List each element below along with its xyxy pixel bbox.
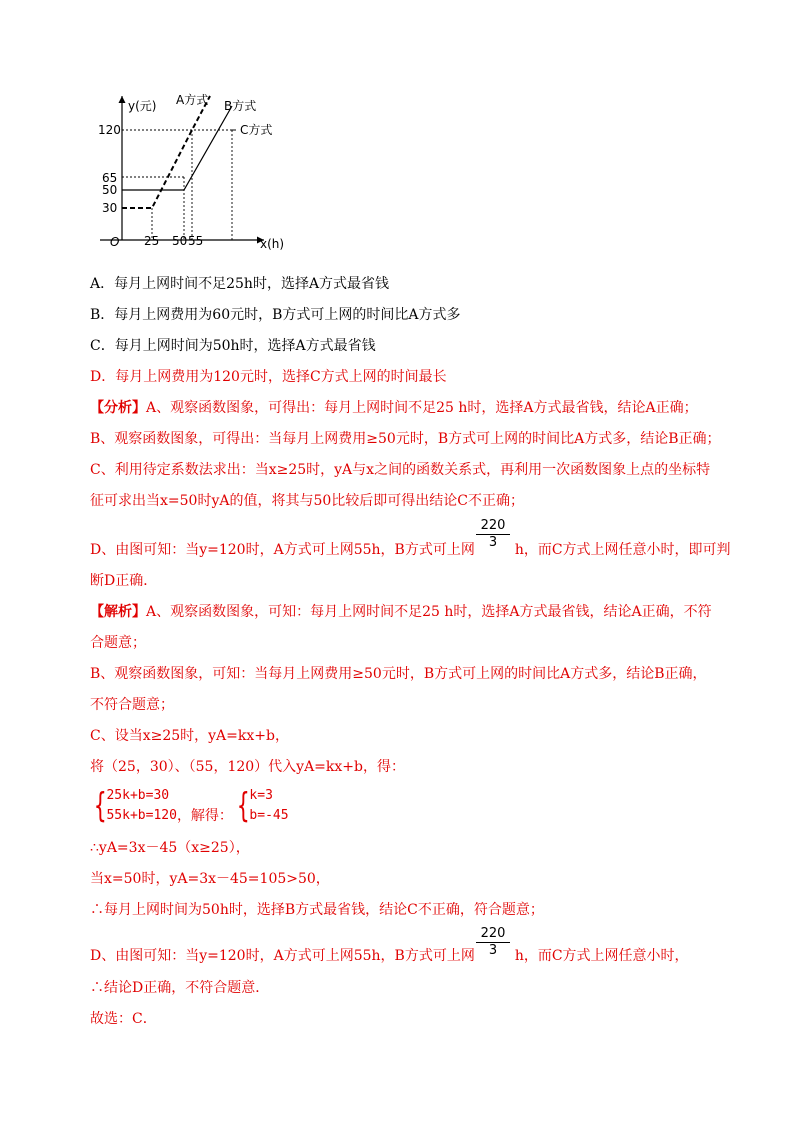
- analysis-line-6: 断D正确．: [90, 573, 158, 589]
- y-tick-120: 120: [98, 123, 121, 137]
- option-a: A．每月上网时间不足25h时，选择A方式最省钱: [90, 276, 390, 292]
- analysis-line-5: [90, 540, 731, 560]
- solution-text-1: A、观察函数图象，可知：每月上网时间不足25 h时，选择A方式最省钱，结论A正确，不符: [146, 604, 712, 620]
- solution-line-12: 故选：C．: [90, 1011, 157, 1027]
- solution-line-1: [90, 602, 712, 622]
- solution-tag: 【解析】: [90, 604, 146, 620]
- analysis-text-5b: h，而C方式上网任意小时，即可判: [514, 542, 731, 558]
- fraction-2-den: 3: [488, 943, 498, 958]
- solution-text-10b: h，而C方式上网任意小时，: [514, 948, 689, 964]
- y-axis-label: y(元): [128, 99, 157, 113]
- fraction-1-den: 3: [488, 535, 498, 550]
- y-tick-50: 50: [102, 183, 118, 197]
- line-c-label: C方式: [240, 123, 273, 137]
- solution-line-2: 合题意；: [90, 635, 146, 651]
- fraction-2: [476, 926, 510, 959]
- x-axis-label: x(h): [260, 237, 285, 251]
- solution-line-11: ∴结论D正确，不符合题意．: [90, 980, 270, 996]
- fraction-2-num: 220: [476, 926, 510, 943]
- option-c: C．每月上网时间为50h时，选择A方式最省钱: [90, 338, 376, 354]
- guide-lines: [122, 130, 232, 240]
- solution-line-5: C、设当x≥25时，yA=kx+b，: [90, 728, 289, 744]
- analysis-text-1: A、观察函数图象，可得出：每月上网时间不足25 h时，选择A方式最省钱，结论A正确；: [146, 400, 698, 416]
- analysis-line-2: B、观察函数图象，可得出：当每月上网费用≥50元时，B方式可上网的时间比A方式多，结论B正确；: [90, 431, 721, 447]
- analysis-text-5a: D、由图可知：当y=120时，A方式可上网55h，B方式可上网: [90, 542, 475, 558]
- line-b-label: B方式: [224, 99, 257, 113]
- line-a-label: A方式: [176, 93, 209, 107]
- sys2-row1: k=3: [249, 788, 273, 803]
- fraction-1-num: 220: [476, 518, 510, 535]
- solution-line-9: ∴每月上网时间为50h时，选择B方式最省钱，结论C不正确，符合题意；: [90, 902, 544, 918]
- solve-word: ，解得：: [176, 808, 233, 824]
- analysis-tag: 【分析】: [90, 400, 146, 416]
- option-d: D．每月上网费用为120元时，选择C方式上网的时间最长: [90, 369, 447, 385]
- solution-line-3: B、观察函数图象，可知：当每月上网费用≥50元时，B方式可上网的时间比A方式多，结论B正确，: [90, 666, 707, 682]
- solution-text-10a: D、由图可知：当y=120时，A方式可上网55h，B方式可上网: [90, 948, 475, 964]
- option-b: B．每月上网费用为60元时，B方式可上网的时间比A方式多: [90, 307, 461, 323]
- x-tick-25: 25: [144, 234, 160, 248]
- sys1-row1: 25k+b=30: [106, 788, 170, 803]
- function-graph: [80, 88, 310, 258]
- brace-2: {: [237, 786, 250, 826]
- sys2-row2: b=-45: [249, 808, 289, 823]
- analysis-line-1: [90, 398, 698, 418]
- solution-line-4: 不符合题意；: [90, 697, 174, 713]
- solution-line-8: 当x=50时，yA=3x－45=105>50，: [90, 871, 330, 887]
- y-tick-30: 30: [102, 201, 118, 215]
- origin-label: O: [110, 235, 120, 249]
- sys1-row2: 55k+b=120: [106, 808, 177, 823]
- solution-line-7: ∴yA=3x－45（x≥25），: [90, 840, 250, 856]
- equation-system: [90, 786, 289, 826]
- y-tick-65: 65: [102, 171, 118, 185]
- fraction-1: [476, 518, 510, 551]
- solution-line-6: 将（25，30）、（55，120）代入yA=kx+b，得：: [90, 759, 405, 775]
- x-tick-55: 55: [188, 234, 204, 248]
- x-tick-50: 50: [172, 234, 188, 248]
- analysis-line-4: 征可求出当x=50时yA的值，将其与50比较后即可得出结论C不正确；: [90, 493, 524, 509]
- analysis-line-3: C、利用待定系数法求出：当x≥25时，yA与x之间的函数关系式，再利用一次函数图象上点的坐标特: [90, 462, 711, 478]
- brace-1: {: [94, 786, 107, 826]
- solution-line-10: [90, 946, 689, 966]
